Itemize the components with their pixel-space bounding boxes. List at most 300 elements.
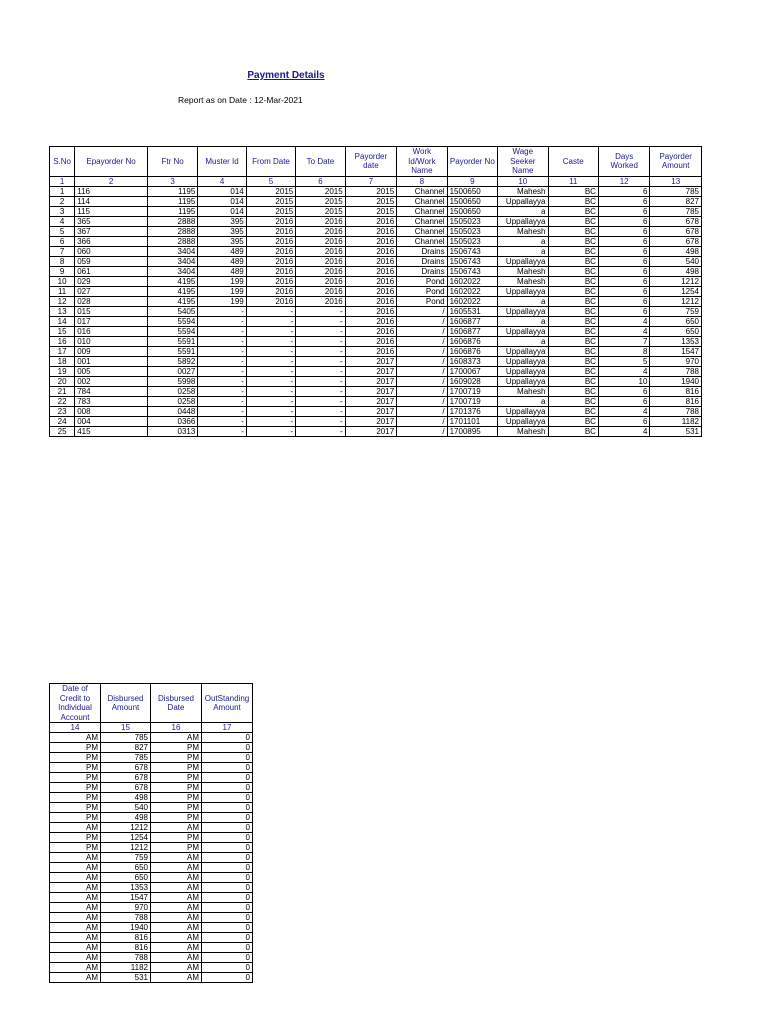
table-cell: - <box>198 376 246 386</box>
table-cell: 0 <box>202 823 253 833</box>
table-row <box>50 386 702 396</box>
table-cell: BC <box>548 316 598 326</box>
table-cell: 2015 <box>345 186 396 196</box>
table-cell: 540 <box>650 256 702 266</box>
table-cell: 0 <box>202 943 253 953</box>
table-cell: 1606877 <box>447 316 497 326</box>
table-cell: 2016 <box>345 226 396 236</box>
table-cell: BC <box>548 306 598 316</box>
table-cell: 6 <box>598 286 649 296</box>
table-cell: 970 <box>101 903 151 913</box>
table-cell: AM <box>50 853 101 863</box>
table-cell: 0 <box>202 863 253 873</box>
table-cell: BC <box>548 366 598 376</box>
table-cell: Drains <box>397 256 447 266</box>
table-cell: BC <box>548 236 598 246</box>
table-cell: - <box>246 326 295 336</box>
table-cell: 6 <box>598 396 649 406</box>
page-title[interactable]: Payment Details <box>247 70 325 81</box>
table-cell: 784 <box>75 386 148 396</box>
table-row <box>50 196 702 206</box>
table-cell: - <box>198 356 246 366</box>
table-cell: a <box>498 316 548 326</box>
table-row <box>50 376 702 386</box>
table-cell: / <box>397 336 447 346</box>
table-row <box>50 236 702 246</box>
column-header: From Date <box>246 147 295 177</box>
table-cell: / <box>397 306 447 316</box>
column-header: Disbursed Amount <box>101 684 151 723</box>
table-cell: 2015 <box>296 206 345 216</box>
column-header: Disbursed Date <box>151 684 202 723</box>
table-cell: Uppallayya <box>498 376 548 386</box>
table-cell: 1254 <box>650 286 702 296</box>
column-number: 10 <box>498 176 548 186</box>
table-cell: 0 <box>202 903 253 913</box>
column-header: Work Id/Work Name <box>397 147 447 177</box>
table-row <box>50 883 253 893</box>
table-cell: 678 <box>650 236 702 246</box>
table-cell: 3404 <box>147 256 197 266</box>
table-cell: - <box>198 336 246 346</box>
table-row <box>50 773 253 783</box>
table-cell: 6 <box>598 296 649 306</box>
table-cell: 199 <box>198 286 246 296</box>
table-cell: 785 <box>101 733 151 743</box>
table-cell: Uppallayya <box>498 326 548 336</box>
table-cell: AM <box>50 863 101 873</box>
table-cell: AM <box>50 913 101 923</box>
table-cell: a <box>498 396 548 406</box>
table-cell: 4 <box>50 216 75 226</box>
table-cell: 3404 <box>147 246 197 256</box>
table-cell: 783 <box>75 396 148 406</box>
table-row <box>50 326 702 336</box>
table-cell: 6 <box>598 246 649 256</box>
table-cell: BC <box>548 356 598 366</box>
table-cell: - <box>296 376 345 386</box>
table-cell: / <box>397 356 447 366</box>
table-cell: - <box>198 396 246 406</box>
table-cell: 16 <box>50 336 75 346</box>
table-row <box>50 246 702 256</box>
table-cell: 0 <box>202 853 253 863</box>
table-cell: 1547 <box>650 346 702 356</box>
table-cell: 1700719 <box>447 386 497 396</box>
table-cell: 6 <box>598 226 649 236</box>
table-row <box>50 206 702 216</box>
table-cell: 5 <box>598 356 649 366</box>
table-cell: BC <box>548 416 598 426</box>
table-cell: 008 <box>75 406 148 416</box>
table-cell: AM <box>151 733 202 743</box>
table-cell: 2015 <box>246 196 295 206</box>
table-cell: BC <box>548 396 598 406</box>
table-row <box>50 813 253 823</box>
table-cell: - <box>198 366 246 376</box>
table-cell: Uppallayya <box>498 416 548 426</box>
table-cell: 1506743 <box>447 256 497 266</box>
table-cell: - <box>198 426 246 436</box>
table-cell: 2016 <box>345 236 396 246</box>
table-cell: PM <box>151 773 202 783</box>
table-cell: 4 <box>598 406 649 416</box>
table-cell: 2017 <box>345 416 396 426</box>
table-cell: AM <box>50 903 101 913</box>
table-cell: - <box>246 376 295 386</box>
table-row <box>50 256 702 266</box>
table-cell: 1700067 <box>447 366 497 376</box>
table-cell: 2016 <box>246 236 295 246</box>
table-cell: 1254 <box>101 833 151 843</box>
table-cell: 0 <box>202 933 253 943</box>
table-row <box>50 953 253 963</box>
table-cell: AM <box>151 893 202 903</box>
table-cell: - <box>296 426 345 436</box>
table-cell: 6 <box>598 236 649 246</box>
table-cell: - <box>296 396 345 406</box>
table-cell: 816 <box>650 396 702 406</box>
table-cell: 199 <box>198 296 246 306</box>
column-number: 9 <box>447 176 497 186</box>
table-cell: 0 <box>202 783 253 793</box>
table-cell: PM <box>50 743 101 753</box>
table-cell: 5892 <box>147 356 197 366</box>
table-cell: BC <box>548 296 598 306</box>
table-cell: 5594 <box>147 326 197 336</box>
table-row <box>50 963 253 973</box>
table-cell: AM <box>50 873 101 883</box>
table-cell: 2017 <box>345 366 396 376</box>
table-cell: 2016 <box>345 306 396 316</box>
table-cell: 1700719 <box>447 396 497 406</box>
table-cell: 2016 <box>246 266 295 276</box>
table-cell: 788 <box>650 406 702 416</box>
table-cell: 20 <box>50 376 75 386</box>
table-cell: 2017 <box>345 386 396 396</box>
table-row <box>50 366 702 376</box>
table-cell: 6 <box>598 276 649 286</box>
table-cell: 10 <box>50 276 75 286</box>
table-cell: 1606876 <box>447 346 497 356</box>
table-cell: 5591 <box>147 336 197 346</box>
table-row <box>50 743 253 753</box>
table-cell: 1506743 <box>447 246 497 256</box>
table-cell: 1602022 <box>447 286 497 296</box>
table-cell: 2017 <box>345 356 396 366</box>
table-cell: Uppallayya <box>498 216 548 226</box>
table-cell: - <box>296 306 345 316</box>
table-cell: 1212 <box>650 296 702 306</box>
table-cell: 498 <box>101 813 151 823</box>
table-cell: / <box>397 316 447 326</box>
table-cell: 19 <box>50 366 75 376</box>
table-cell: / <box>397 366 447 376</box>
table-cell: 5998 <box>147 376 197 386</box>
table-row <box>50 346 702 356</box>
column-number: 3 <box>147 176 197 186</box>
table-cell: 6 <box>598 196 649 206</box>
table-cell: 0 <box>202 913 253 923</box>
table-cell: 6 <box>50 236 75 246</box>
table-cell: 1608373 <box>447 356 497 366</box>
table-cell: PM <box>50 793 101 803</box>
table-row <box>50 186 702 196</box>
table-cell: - <box>198 326 246 336</box>
table-cell: 015 <box>75 306 148 316</box>
table-cell: PM <box>50 763 101 773</box>
table-cell: 010 <box>75 336 148 346</box>
disbursement-table <box>49 683 253 983</box>
table-cell: 2 <box>50 196 75 206</box>
table-cell: - <box>296 406 345 416</box>
table-cell: 009 <box>75 346 148 356</box>
table-cell: Channel <box>397 236 447 246</box>
table-cell: AM <box>151 863 202 873</box>
table-cell: AM <box>50 883 101 893</box>
table-row <box>50 873 253 883</box>
table-row <box>50 336 702 346</box>
table-cell: Drains <box>397 246 447 256</box>
table-cell: Drains <box>397 266 447 276</box>
table-row <box>50 753 253 763</box>
table-cell: 395 <box>198 226 246 236</box>
column-number: 5 <box>246 176 295 186</box>
table-cell: 0 <box>202 733 253 743</box>
table-cell: / <box>397 386 447 396</box>
table-row <box>50 903 253 913</box>
table-cell: 2016 <box>345 316 396 326</box>
table-cell: BC <box>548 276 598 286</box>
table-cell: 365 <box>75 216 148 226</box>
table-cell: 0 <box>202 843 253 853</box>
table-cell: 827 <box>650 196 702 206</box>
table-row <box>50 426 702 436</box>
table-cell: 0 <box>202 753 253 763</box>
column-header: Wage Seeker Name <box>498 147 548 177</box>
table-cell: PM <box>50 803 101 813</box>
table-cell: AM <box>151 853 202 863</box>
table-cell: 0 <box>202 873 253 883</box>
table-cell: / <box>397 396 447 406</box>
table-cell: 116 <box>75 186 148 196</box>
table-cell: 6 <box>598 306 649 316</box>
table-cell: 4195 <box>147 276 197 286</box>
table-row <box>50 763 253 773</box>
table-cell: PM <box>151 803 202 813</box>
payment-details-table <box>49 146 702 437</box>
table-cell: 2888 <box>147 226 197 236</box>
table-cell: Uppallayya <box>498 196 548 206</box>
table-cell: / <box>397 416 447 426</box>
table-cell: Uppallayya <box>498 356 548 366</box>
table-cell: PM <box>50 753 101 763</box>
table-cell: 2015 <box>345 206 396 216</box>
table-cell: 2016 <box>345 266 396 276</box>
table-cell: PM <box>151 753 202 763</box>
table-cell: BC <box>548 336 598 346</box>
table-cell: AM <box>50 963 101 973</box>
table-cell: 2016 <box>246 296 295 306</box>
table-cell: - <box>296 366 345 376</box>
table-cell: 0258 <box>147 386 197 396</box>
table-cell: 2016 <box>345 276 396 286</box>
table-cell: Uppallayya <box>498 346 548 356</box>
table-cell: 2015 <box>246 186 295 196</box>
table-cell: PM <box>50 813 101 823</box>
table-cell: 1212 <box>650 276 702 286</box>
table-cell: 1701101 <box>447 416 497 426</box>
table-cell: 2888 <box>147 216 197 226</box>
table-cell: 2016 <box>296 236 345 246</box>
table-cell: 650 <box>650 326 702 336</box>
table-cell: 2016 <box>345 216 396 226</box>
table-cell: 1500650 <box>447 196 497 206</box>
table-cell: 1353 <box>650 336 702 346</box>
table-cell: 970 <box>650 356 702 366</box>
table-cell: Pond <box>397 276 447 286</box>
table-cell: 25 <box>50 426 75 436</box>
table-row <box>50 853 253 863</box>
table-cell: 002 <box>75 376 148 386</box>
table-cell: 1700895 <box>447 426 497 436</box>
table-cell: BC <box>548 426 598 436</box>
table-cell: a <box>498 296 548 306</box>
table-cell: 016 <box>75 326 148 336</box>
column-header: To Date <box>296 147 345 177</box>
table-cell: PM <box>151 763 202 773</box>
table-cell: AM <box>50 943 101 953</box>
table-cell: 2016 <box>345 336 396 346</box>
table-cell: 395 <box>198 216 246 226</box>
table-row <box>50 733 253 743</box>
column-header: S.No <box>50 147 75 177</box>
table-cell: 678 <box>650 216 702 226</box>
table-cell: a <box>498 246 548 256</box>
table-cell: 2016 <box>246 216 295 226</box>
column-header: Caste <box>548 147 598 177</box>
table-cell: 1212 <box>101 823 151 833</box>
table-cell: / <box>397 406 447 416</box>
table-cell: AM <box>50 823 101 833</box>
table-cell: / <box>397 346 447 356</box>
table-cell: 5594 <box>147 316 197 326</box>
table-cell: 1606877 <box>447 326 497 336</box>
table-cell: 788 <box>101 913 151 923</box>
table-cell: 2017 <box>345 376 396 386</box>
table-row <box>50 833 253 843</box>
table-cell: AM <box>151 883 202 893</box>
table-cell: 8 <box>598 346 649 356</box>
table-cell: 0 <box>202 773 253 783</box>
table-cell: 11 <box>50 286 75 296</box>
column-number: 14 <box>50 723 101 733</box>
table-cell: 1606876 <box>447 336 497 346</box>
table-cell: AM <box>151 903 202 913</box>
table-cell: 827 <box>101 743 151 753</box>
table-cell: Uppallayya <box>498 406 548 416</box>
table-cell: PM <box>151 793 202 803</box>
table-cell: 1353 <box>101 883 151 893</box>
table-cell: 2016 <box>296 256 345 266</box>
table-cell: - <box>246 386 295 396</box>
table-row <box>50 823 253 833</box>
table-cell: 0366 <box>147 416 197 426</box>
column-header: Payorder date <box>345 147 396 177</box>
table-cell: 5 <box>50 226 75 236</box>
column-header: Ftr No <box>147 147 197 177</box>
table-cell: AM <box>50 893 101 903</box>
column-number: 4 <box>198 176 246 186</box>
table-cell: 0448 <box>147 406 197 416</box>
table-cell: AM <box>151 933 202 943</box>
table-row <box>50 396 702 406</box>
table-cell: 1195 <box>147 196 197 206</box>
table-cell: 1 <box>50 186 75 196</box>
table-cell: 678 <box>650 226 702 236</box>
table-cell: Channel <box>397 186 447 196</box>
table-cell: 816 <box>650 386 702 396</box>
table-cell: PM <box>50 833 101 843</box>
table-cell: 13 <box>50 306 75 316</box>
table-cell: 10 <box>598 376 649 386</box>
table-cell: 2016 <box>246 276 295 286</box>
table-cell: 17 <box>50 346 75 356</box>
table-cell: 059 <box>75 256 148 266</box>
table-cell: 678 <box>101 773 151 783</box>
table-cell: 6 <box>598 416 649 426</box>
table-cell: 028 <box>75 296 148 306</box>
table-cell: 1195 <box>147 186 197 196</box>
table-cell: 2016 <box>296 246 345 256</box>
table-cell: - <box>246 416 295 426</box>
table-cell: AM <box>151 953 202 963</box>
column-number: 1 <box>50 176 75 186</box>
table-cell: 027 <box>75 286 148 296</box>
table-cell: Channel <box>397 216 447 226</box>
table-cell: 24 <box>50 416 75 426</box>
table-cell: 366 <box>75 236 148 246</box>
table-cell: 1609028 <box>447 376 497 386</box>
table-cell: 0 <box>202 793 253 803</box>
table-cell: 4195 <box>147 296 197 306</box>
table-cell: - <box>296 346 345 356</box>
table-row <box>50 943 253 953</box>
table-cell: - <box>296 416 345 426</box>
table-cell: 1505023 <box>447 216 497 226</box>
table-cell: - <box>198 306 246 316</box>
table-cell: 1602022 <box>447 296 497 306</box>
table-cell: 4 <box>598 326 649 336</box>
table-cell: 650 <box>101 873 151 883</box>
table-cell: 1602022 <box>447 276 497 286</box>
column-number: 2 <box>75 176 148 186</box>
table-cell: 489 <box>198 256 246 266</box>
table-cell: 2016 <box>345 296 396 306</box>
table-cell: 759 <box>101 853 151 863</box>
table-cell: Mahesh <box>498 276 548 286</box>
table-row <box>50 973 253 983</box>
table-row <box>50 286 702 296</box>
table-row <box>50 843 253 853</box>
table-row <box>50 793 253 803</box>
column-number: 7 <box>345 176 396 186</box>
table-cell: 115 <box>75 206 148 216</box>
table-cell: BC <box>548 186 598 196</box>
table-cell: 6 <box>598 256 649 266</box>
table-cell: - <box>246 336 295 346</box>
table-row <box>50 266 702 276</box>
